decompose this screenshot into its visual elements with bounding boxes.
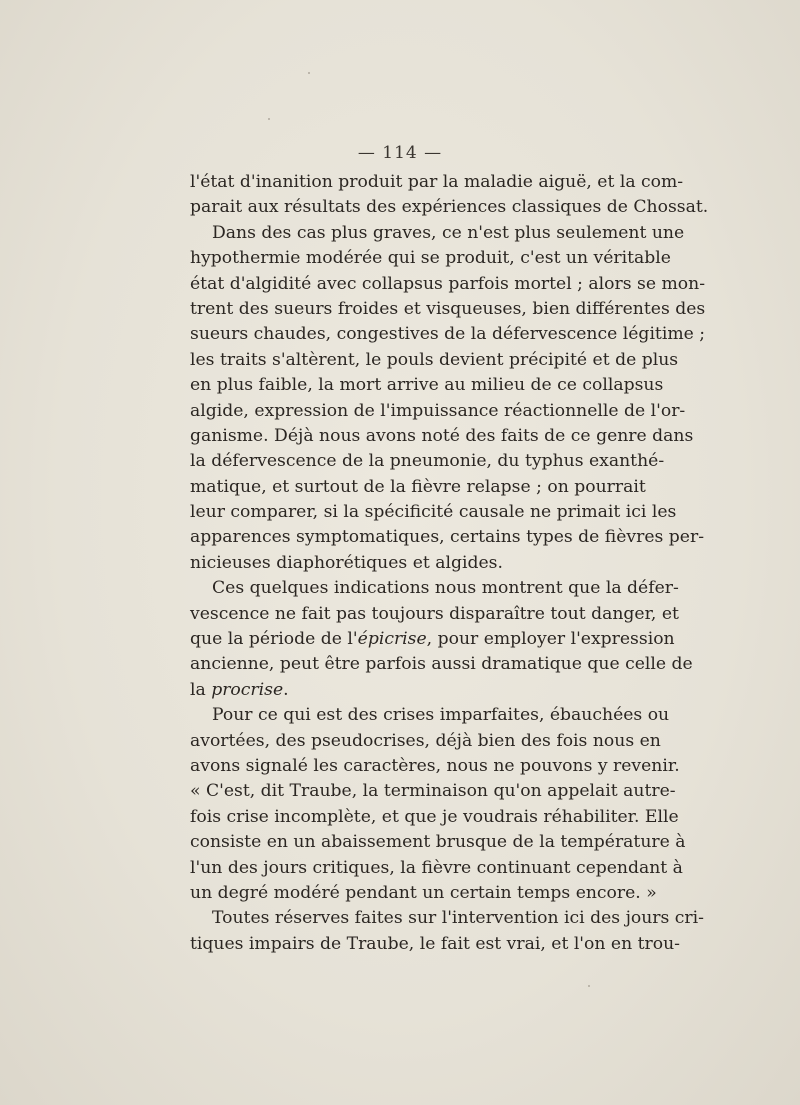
text-line: ganisme. Déjà nous avons noté des faits de ce genre dans bbox=[190, 425, 694, 446]
text-line: ancienne, peut être parfois aussi dramatique que celle de bbox=[190, 654, 693, 675]
text-line: « C'est, dit Traube, la terminaison qu'on appelait autre- bbox=[190, 781, 676, 802]
text-line: l'état d'inanition produit par la maladie aiguë, et la com- bbox=[190, 172, 684, 192]
text-line: algide, expression de l'impuissance réactionnelle de l'or- bbox=[190, 400, 686, 421]
text-line: état d'algidité avec collapsus parfois mortel ; alors se mon- bbox=[190, 273, 705, 294]
text-line bbox=[190, 627, 675, 652]
text-line: Dans des cas plus graves, ce n'est plus seulement une bbox=[212, 222, 685, 243]
text-line: en plus faible, la mort arrive au milieu de ce collapsus bbox=[190, 375, 664, 396]
body-text bbox=[190, 170, 709, 957]
paper-speck bbox=[308, 72, 310, 74]
text-line: Ces quelques indications nous montrent que la défer- bbox=[212, 578, 679, 599]
text-line: sueurs chaudes, congestives de la défervescence légitime ; bbox=[190, 324, 706, 345]
text-line: nicieuses diaphorétiques et algides. bbox=[190, 552, 503, 573]
text-line: fois crise incomplète, et que je voudrais réhabiliter. Elle bbox=[190, 806, 679, 827]
paper-speck bbox=[588, 985, 590, 987]
paper-speck bbox=[268, 118, 270, 120]
text-line: leur comparer, si la spécificité causale ne primait ici les bbox=[190, 502, 677, 523]
text-line: Toutes réserves faites sur l'intervention ici des jours cri- bbox=[212, 908, 704, 929]
text-line: la défervescence de la pneumonie, du typhus exanthé- bbox=[190, 451, 665, 472]
text-line: apparences symptomatiques, certains types de fièvres per- bbox=[190, 527, 705, 548]
text-segment: , pour employer l'expression bbox=[426, 629, 675, 650]
text-line: tiques impairs de Traube, le fait est vrai, et l'on en trou- bbox=[190, 933, 680, 954]
text-line bbox=[190, 678, 640, 703]
text-line: Pour ce qui est des crises imparfaites, ébauchées ou bbox=[212, 705, 670, 726]
italic-term-procrise: procrise bbox=[211, 679, 284, 700]
italic-term-epicrise: épicrise bbox=[357, 629, 427, 650]
text-line: un degré modéré pendant un certain temps encore. » bbox=[190, 882, 657, 903]
text-line: les traits s'altèrent, le pouls devient précipité et de plus bbox=[190, 349, 679, 370]
text-segment: que la période de l' bbox=[190, 629, 358, 650]
text-line: avortées, des pseudocrises, déjà bien des fois nous en bbox=[190, 730, 661, 751]
text-line: avons signalé les caractères, nous ne pouvons y revenir. bbox=[190, 755, 680, 776]
page-number: — 114 — bbox=[357, 143, 443, 163]
text-line: matique, et surtout de la fièvre relapse ; on pourrait bbox=[190, 476, 646, 497]
text-line: consiste en un abaissement brusque de la température à bbox=[190, 832, 686, 853]
text-line: vescence ne fait pas toujours disparaître tout danger, et bbox=[190, 603, 679, 624]
text-line: hypothermie modérée qui se produit, c'est un véritable bbox=[190, 248, 671, 269]
text-segment: la bbox=[190, 679, 212, 700]
text-line: trent des sueurs froides et visqueuses, bien différentes des bbox=[190, 298, 706, 319]
text-line: parait aux résultats des expériences classiques de Chossat. bbox=[190, 197, 709, 218]
text-line: l'un des jours critiques, la fièvre continuant cependant à bbox=[190, 857, 683, 878]
text-segment: . bbox=[283, 679, 289, 700]
